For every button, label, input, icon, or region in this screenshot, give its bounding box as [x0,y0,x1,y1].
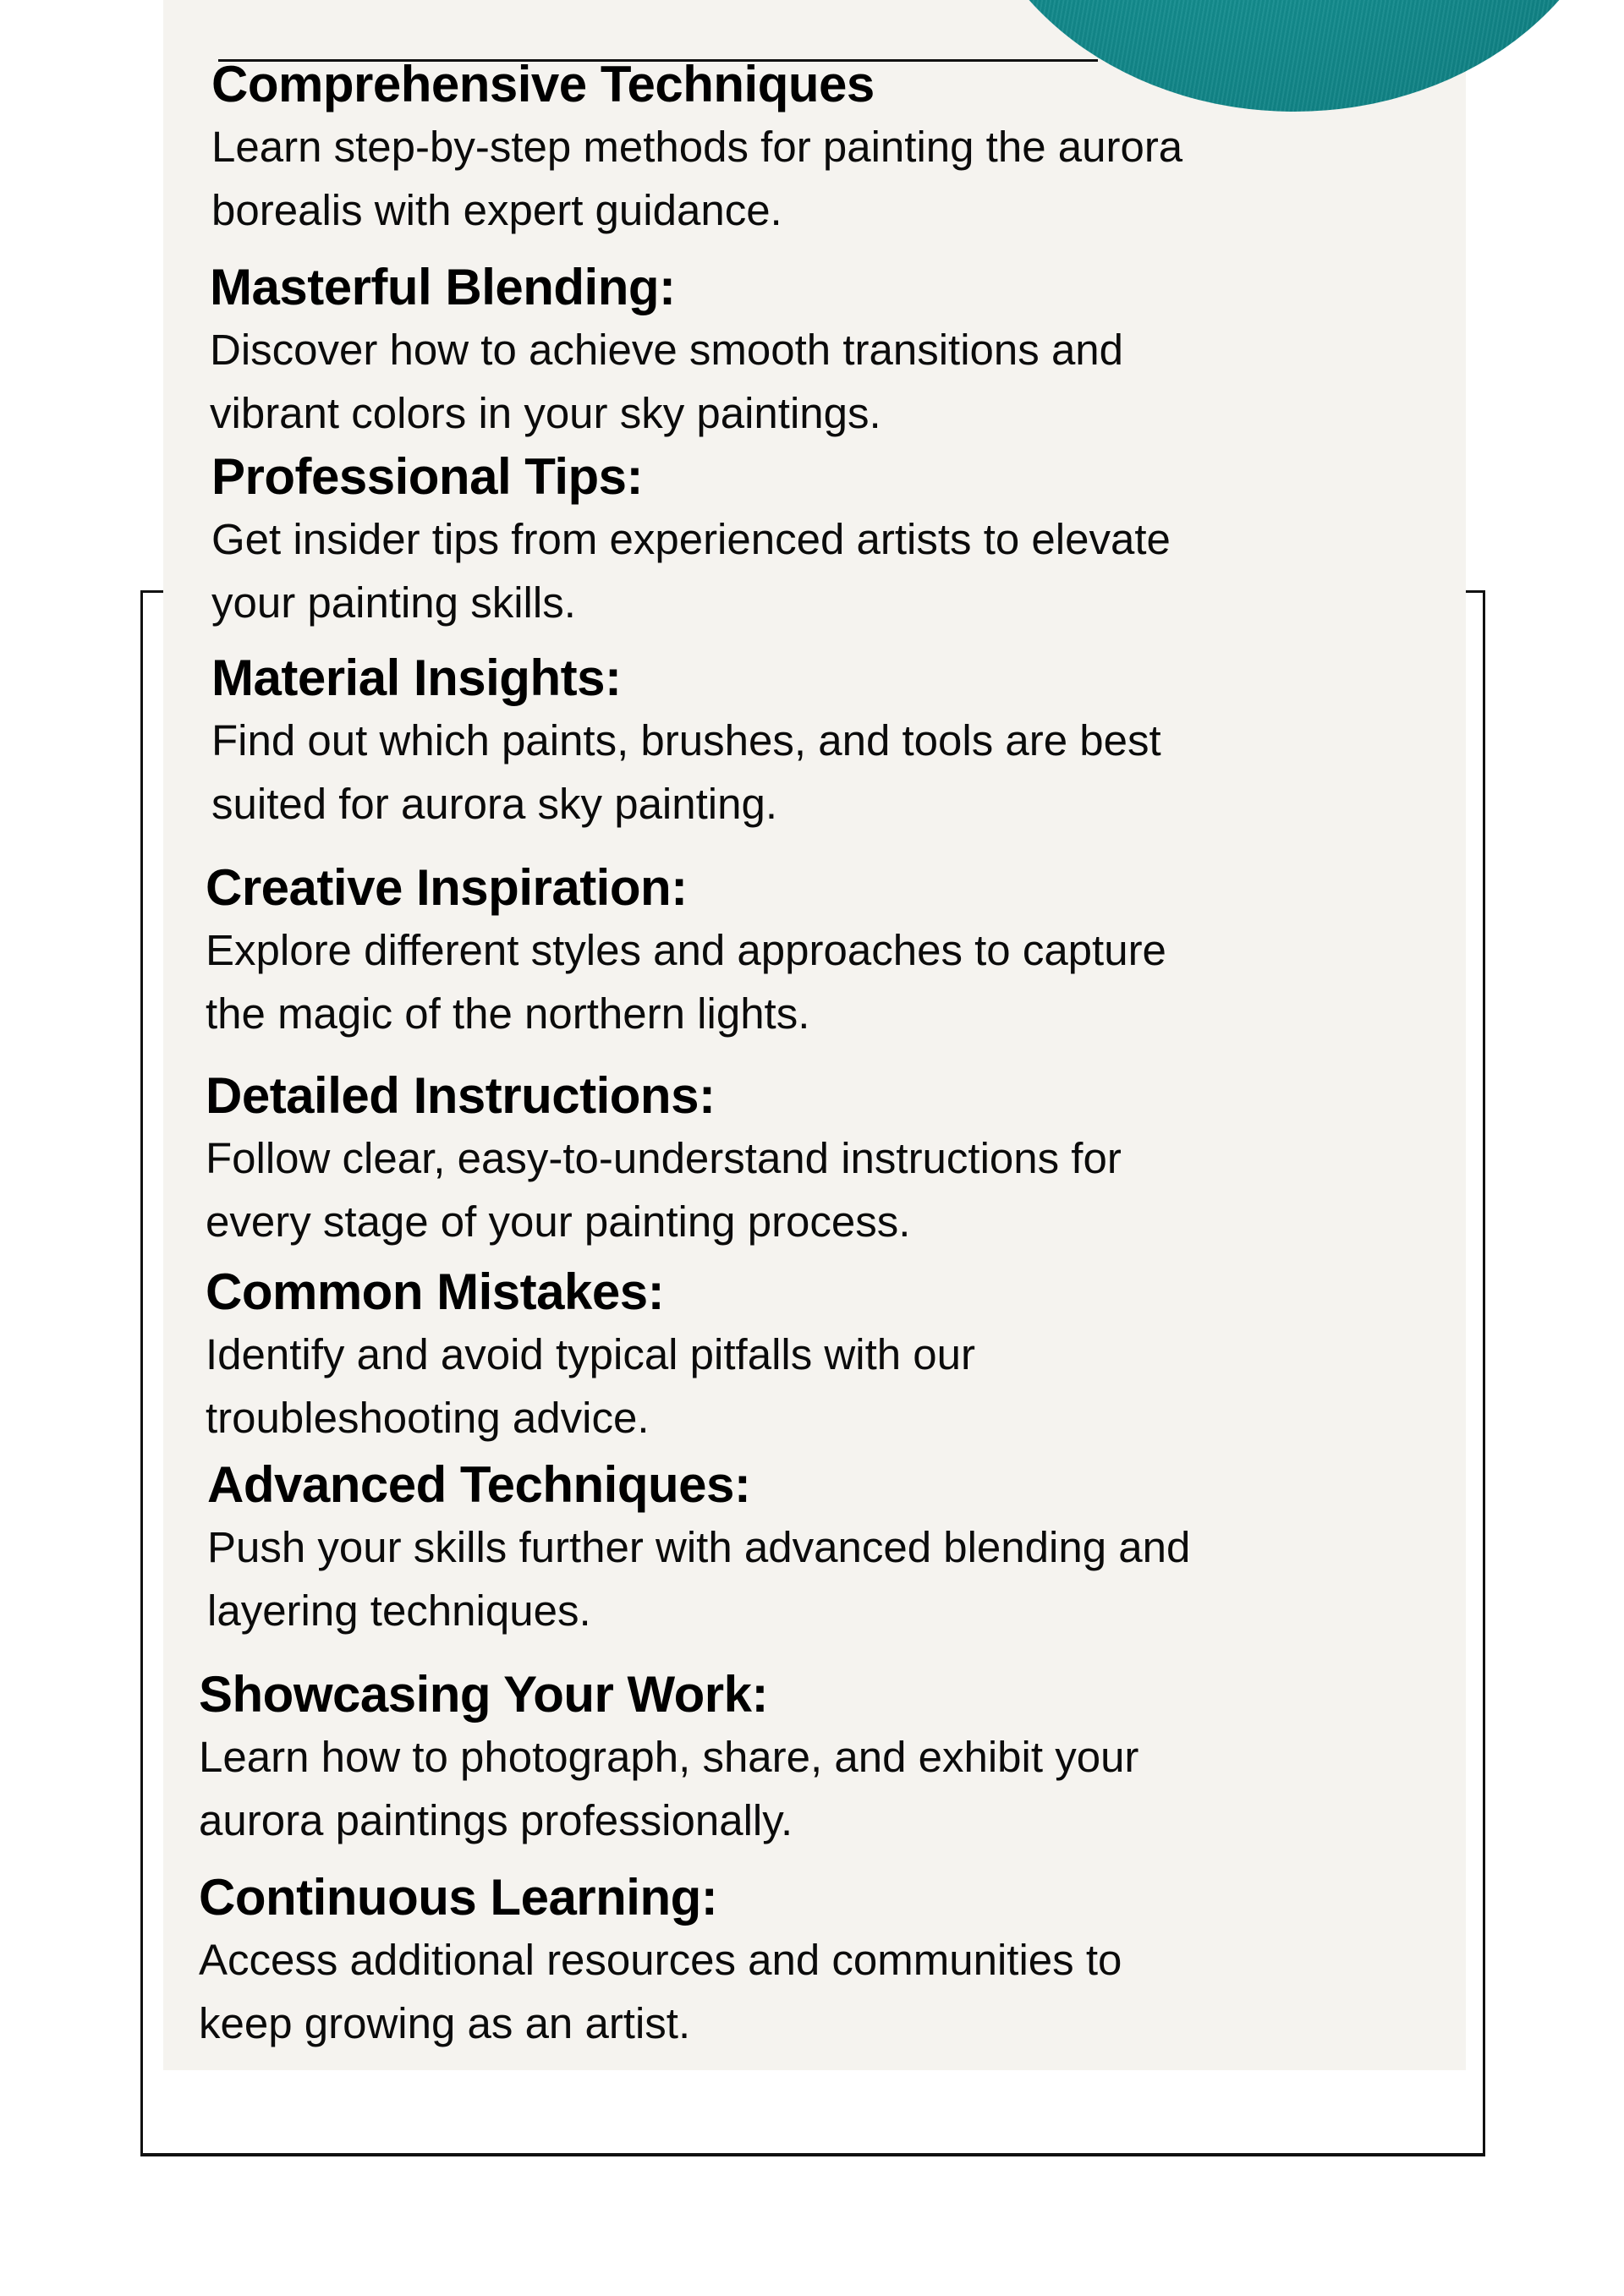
section-description [211,507,1171,634]
section-heading: Common Mistakes: [206,1263,665,1320]
desc-line: the magic of the northern lights. [206,989,810,1038]
section-heading: Showcasing Your Work: [199,1666,768,1723]
section-comprehensive-techniques [211,56,1182,242]
desc-line: Identify and avoid typical pitfalls with our [206,1330,975,1378]
section-common-mistakes [206,1263,975,1449]
desc-line: Discover how to achieve smooth transitions and [210,326,1124,374]
desc-line: layering techniques. [207,1586,591,1635]
desc-line: troubleshooting advice. [206,1394,650,1442]
desc-line: vibrant colors in your sky paintings. [210,389,881,437]
section-heading: Masterful Blending: [210,259,676,315]
desc-line: suited for aurora sky painting. [211,780,778,828]
section-heading: Continuous Learning: [199,1869,718,1926]
section-heading: Comprehensive Techniques [211,56,875,112]
desc-line: borealis with expert guidance. [211,186,782,234]
section-description [206,918,1166,1045]
section-showcasing-your-work [199,1666,1138,1852]
desc-line: Find out which paints, brushes, and tools are best [211,716,1161,764]
desc-line: Explore different styles and approaches to capture [206,926,1166,974]
section-description [207,1515,1190,1642]
section-description [206,1323,975,1449]
section-heading: Professional Tips: [211,448,644,505]
desc-line: Push your skills further with advanced blending and [207,1523,1191,1571]
section-description [211,709,1161,836]
section-description [211,115,1182,242]
desc-line: Access additional resources and communities to [199,1936,1122,1984]
section-description [199,1725,1138,1852]
section-masterful-blending [210,259,1123,445]
section-heading: Creative Inspiration: [206,859,688,916]
desc-line: keep growing as an artist. [199,1999,691,2047]
section-description [199,1928,1122,2055]
section-description [210,318,1123,445]
section-creative-inspiration [206,859,1166,1045]
section-professional-tips [211,448,1171,634]
section-detailed-instructions [206,1067,1122,1253]
section-heading: Advanced Techniques: [207,1456,751,1513]
section-description [206,1126,1122,1253]
desc-line: aurora paintings professionally. [199,1796,793,1844]
desc-line: Learn how to photograph, share, and exhibit your [199,1733,1139,1781]
section-continuous-learning [199,1869,1122,2055]
section-advanced-techniques [207,1456,1190,1642]
desc-line: Follow clear, easy-to-understand instructions for [206,1134,1122,1182]
section-material-insights [211,649,1161,836]
desc-line: Get insider tips from experienced artists to elevate [211,515,1171,563]
desc-line: your painting skills. [211,578,576,627]
section-heading: Material Insights: [211,649,622,706]
desc-line: Learn step-by-step methods for painting the aurora [211,123,1183,171]
desc-line: every stage of your painting process. [206,1197,911,1246]
section-heading: Detailed Instructions: [206,1067,716,1124]
